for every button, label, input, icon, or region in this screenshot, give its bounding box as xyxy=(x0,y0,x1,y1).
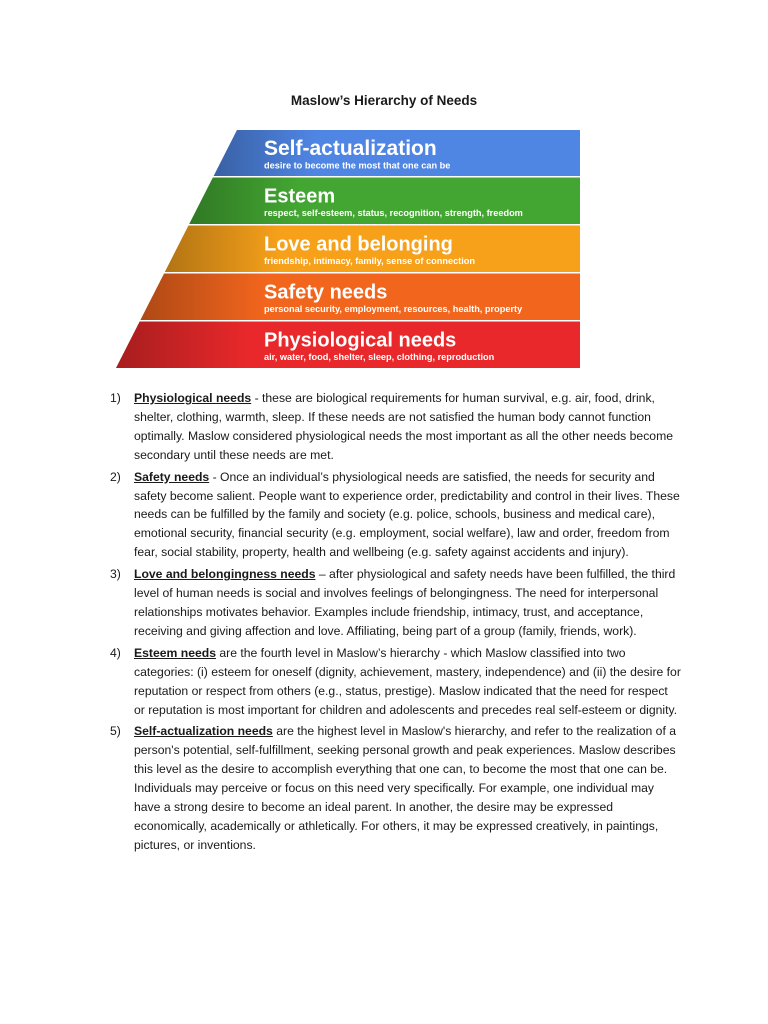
item-text: - these are biological requirements for human survival, e.g. air, food, drink, shelter, clothing, warmth, sleep. If these needs are not satisfied the human body cannot function optimally. Maslow considered physiological needs the most important as all the other needs become secondary until these needs are met. xyxy=(134,391,674,462)
tier-title: Love and belonging xyxy=(264,233,453,256)
item-text: are the highest level in Maslow's hierarchy, and refer to the realization of a person's potential, self-fulfillment, seeking personal growth and peak experiences. Maslow describes this level as the desire to accomplish everything that one can, to become the most that one can be. Individuals may perceive or focus on this need very specifically. For example, one individual may have a strong desire to become an ideal parent. In another, the desire may be expressed economically, academically or athletically. For others, it may be expressed creatively, in paintings, pictures, or inventions. xyxy=(134,724,676,852)
tier-subtitle: desire to become the most that one can be xyxy=(264,160,451,171)
item-term: Self-actualization needs xyxy=(134,724,273,739)
tier-title: Physiological needs xyxy=(264,329,457,352)
pyramid-tier xyxy=(116,322,580,369)
tier-subtitle: personal security, employment, resources, health, property xyxy=(264,304,523,314)
tier-subtitle: friendship, intimacy, family, sense of connection xyxy=(264,256,476,266)
tier-subtitle: respect, self-esteem, status, recognition, strength, freedom xyxy=(264,208,523,218)
item-number: 3) xyxy=(110,567,121,582)
tier-title: Esteem xyxy=(264,185,336,208)
tier-subtitle: air, water, food, shelter, sleep, clothing, reproduction xyxy=(264,352,495,362)
item-term: Physiological needs xyxy=(134,391,252,405)
pyramid-tier xyxy=(189,178,580,225)
pyramid-tier xyxy=(140,274,580,321)
list-item xyxy=(110,565,682,641)
tier-title: Self-actualization xyxy=(264,137,437,160)
tier-title: Safety needs xyxy=(264,281,388,304)
item-term: Safety needs xyxy=(134,469,210,484)
pyramid-tier xyxy=(165,226,580,273)
hierarchy-pyramid xyxy=(110,128,586,370)
item-term: Esteem needs xyxy=(134,645,216,660)
list-item xyxy=(110,389,682,465)
item-number: 2) xyxy=(110,469,121,484)
item-number: 5) xyxy=(110,724,121,739)
list-item xyxy=(110,722,682,854)
item-term: Love and belongingness needs xyxy=(134,567,316,582)
page-title: Maslow’s Hierarchy of Needs xyxy=(290,93,478,108)
item-number: 1) xyxy=(110,391,121,405)
item-text: - Once an individual’s physiological needs are satisfied, the needs for security and safety become salient. People want to experience order, predictability and control in their lives. These needs can be fulfilled by the family and society (e.g. police, schools, business and medical care), emotional security, financial security (e.g. employment, social welfare), law and order, freedom from fear, social stability, property, health and wellbeing (e.g. safety against accidents and injury). xyxy=(134,469,680,560)
needs-list xyxy=(110,389,682,858)
item-text: – after physiological and safety needs have been fulfilled, the third level of human needs is social and involves feelings of belongingness. The need for interpersonal relationships motivates behavior. Examples include friendship, intimacy, trust, and acceptance, receiving and giving affection and love. Affiliating, being part of a group (family, friends, work). xyxy=(134,567,676,638)
list-item xyxy=(110,644,682,720)
item-text: are the fourth level in Maslow’s hierarchy - which Maslow classified into two categories: (i) esteem for oneself (dignity, achievement, mastery, independence) and (ii) the desire for reputation or respect from others (e.g., status, prestige). Maslow indicated that the need for respect or reputation is most important for children and adolescents and precedes real self-esteem or dignity. xyxy=(134,645,681,717)
item-number: 4) xyxy=(110,645,121,660)
pyramid-tier xyxy=(214,130,580,176)
list-item xyxy=(110,468,682,563)
